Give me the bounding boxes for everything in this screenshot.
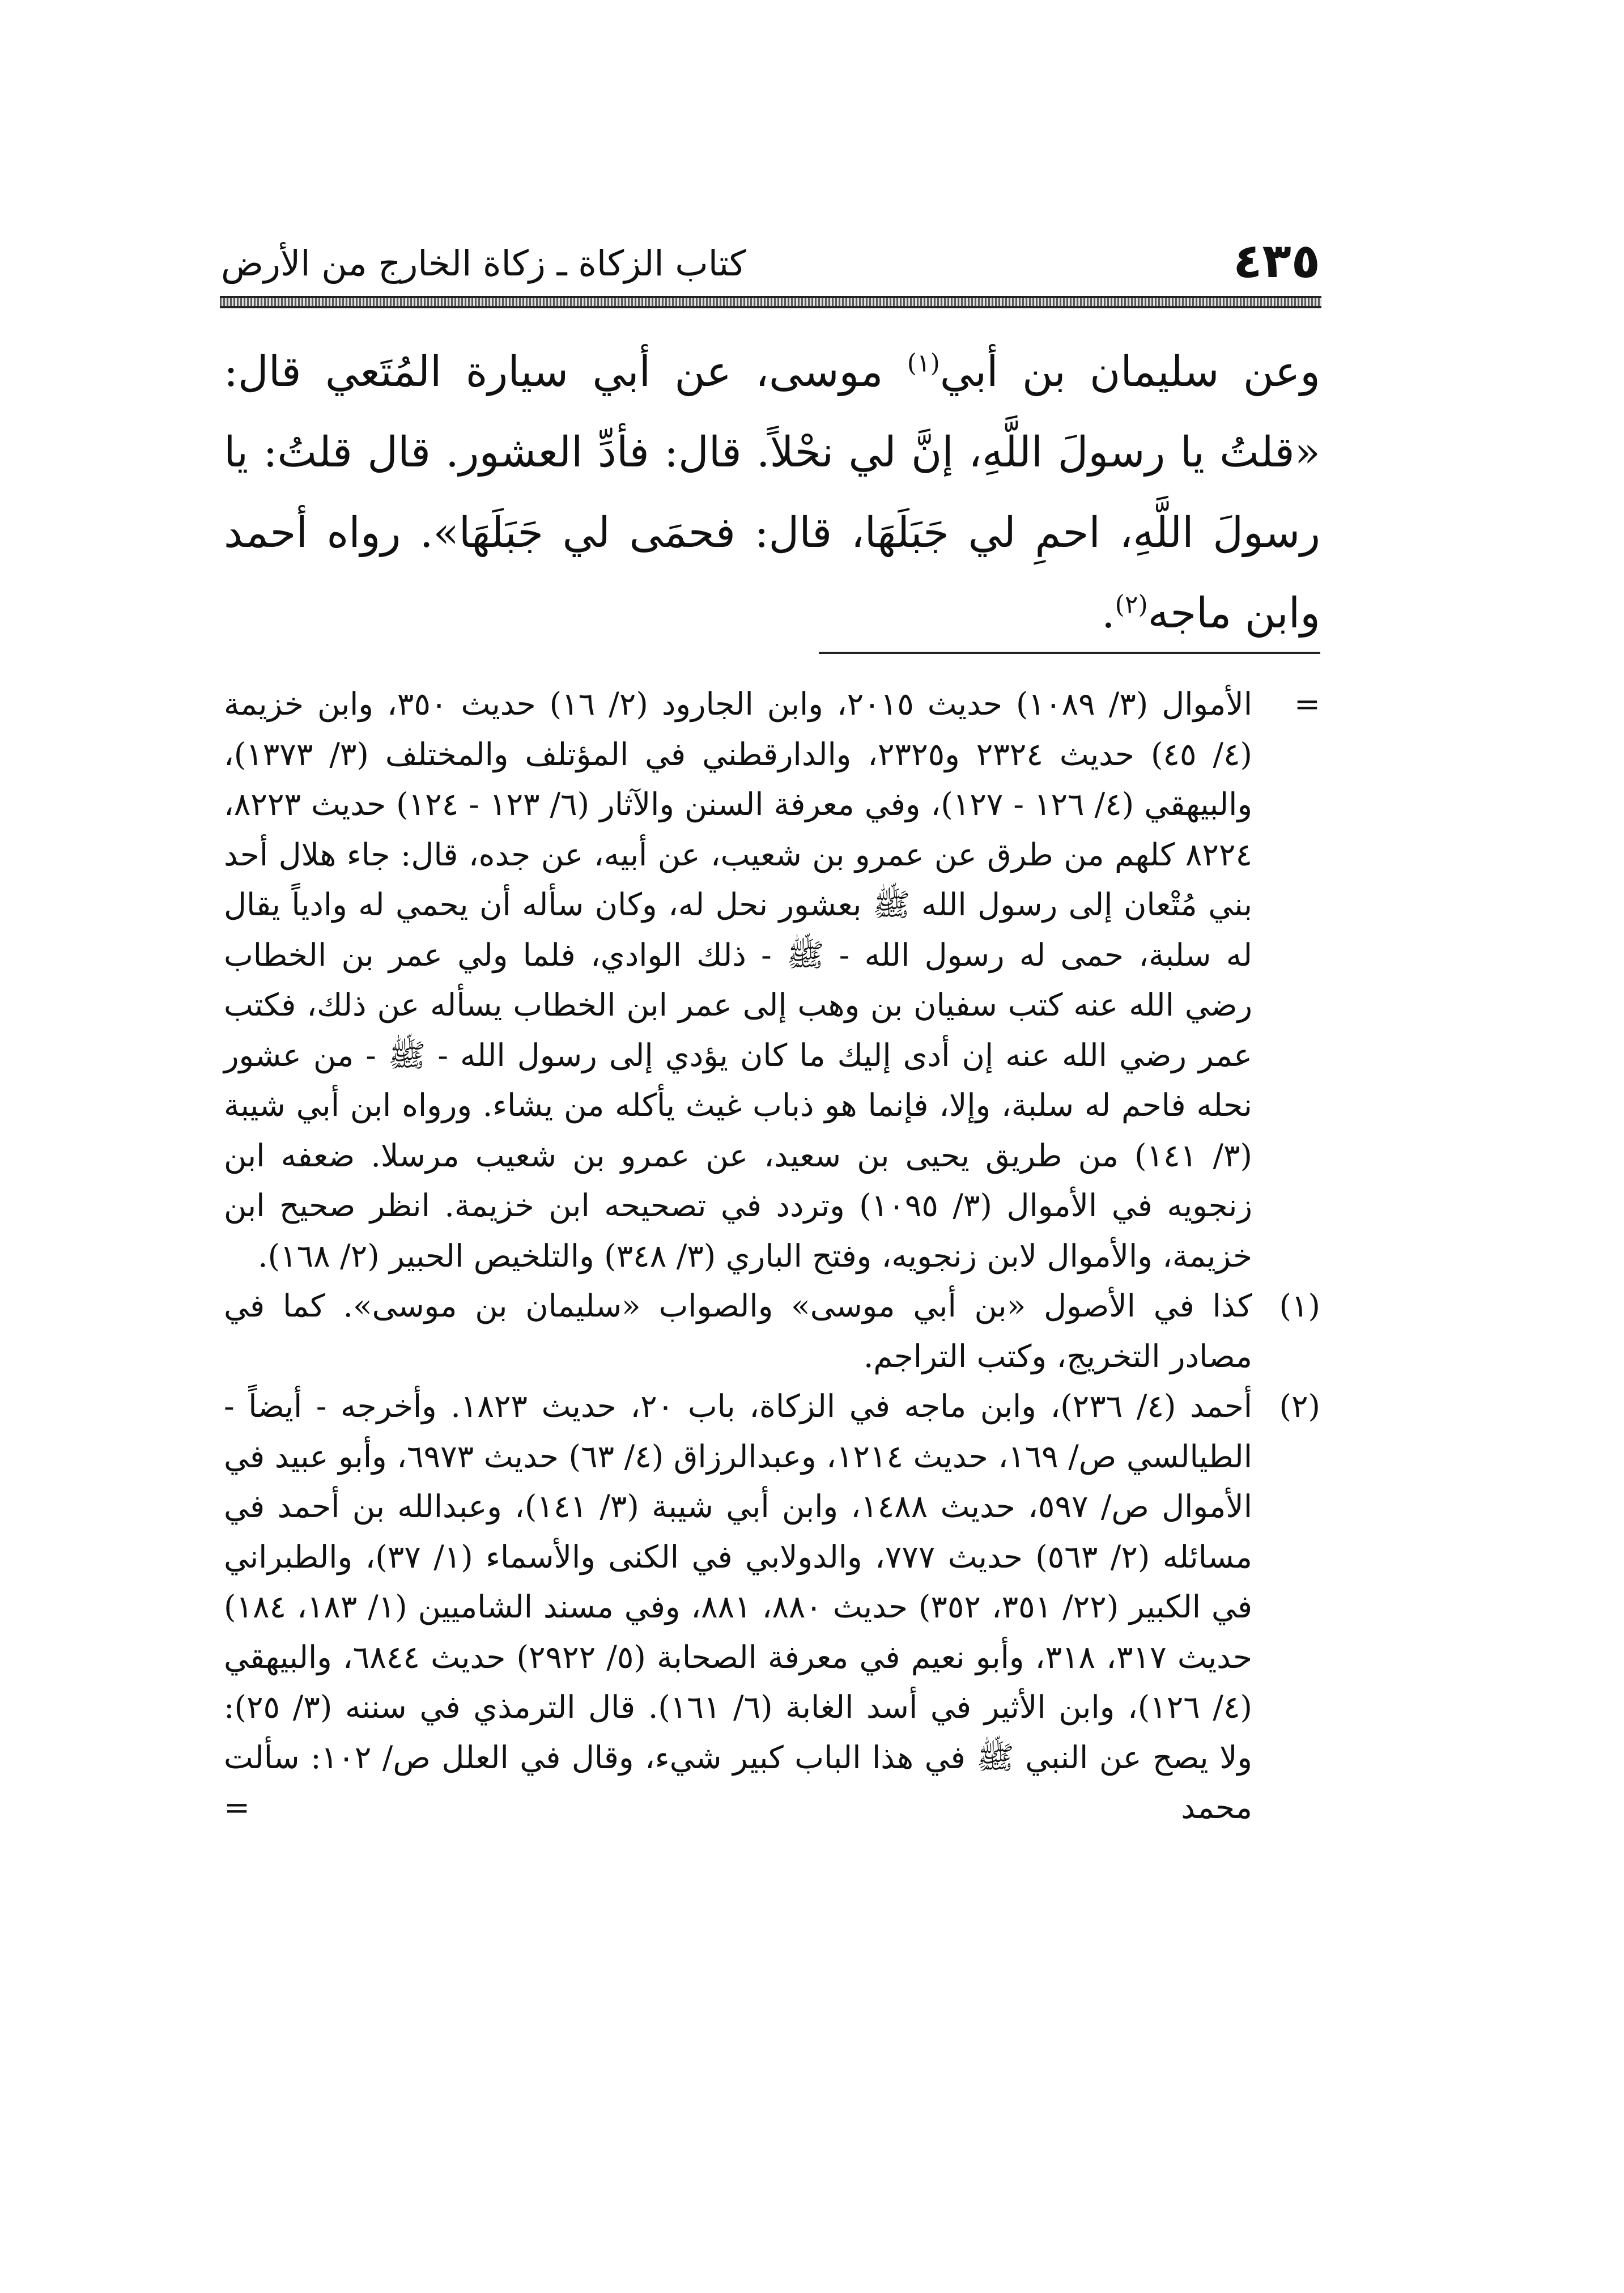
- footnote-2: [224, 1381, 1320, 1833]
- footnote-ref-2: (٢): [1115, 590, 1148, 619]
- footnote-text: أحمد (٤/ ٢٣٦)، وابن ماجه في الزكاة، باب ٢٠، حديث ١٨٢٣. وأخرجه - أيضاً - الطيالسي ص/ ١٦٩، حديث ١٢١٤، وعبدالرزاق (٤/ ٦٣) حديث ٦٩٧٣، وأبو عبيد في الأموال ص/ ٥٩٧، حديث ١٤٨٨، وابن أبي شيبة (٣/ ١٤١)، وعبدالله بن أحمد في مسائله (٢/ ٥٦٣) حديث ٧٧٧، والدولابي في الكنى والأسماء (١/ ٣٧)، والطبراني في الكبير (٢٢/ ٣٥١، ٣٥٢) حديث ٨٨٠، ٨٨١، وفي مسند الشاميين (١/ ١٨٣، ١٨٤) حديث ٣١٧، ٣١٨، وأبو نعيم في معرفة الصحابة (٥/ ٢٩٢٢) حديث ٦٨٤٤، والبيهقي (٤/ ١٢٦)، وابن الأثير في أسد الغابة (٦/ ١٦١). قال الترمذي في سننه (٣/ ٢٥): ولا يصح عن النبي ﷺ في هذا الباب كبير شيء، وقال في العلل ص/ ١٠٢: سألت محمد =: [224, 1388, 1253, 1825]
- main-text-paragraph: [224, 332, 1320, 653]
- main-text-part2: موسى، عن أبي سيارة المُتَعي قال: «قلتُ يا رسولَ اللَّهِ، إنَّ لي نحْلاً. قال: فأدِّ العشور. قال قلتُ: يا رسولَ اللَّهِ، احمِ لي جَبَلَهَا، قال: فحمَى لي جَبَلَهَا». رواه أحمد وابن ماجه: [224, 347, 1320, 638]
- running-title: كتاب الزكاة ـ زكاة الخارج من الأرض: [221, 243, 746, 284]
- main-text-end: .: [1102, 589, 1115, 638]
- footnote-marker: (٢): [1279, 1388, 1320, 1424]
- footnote-1: [224, 1281, 1320, 1381]
- footnote-ref-1: (١): [907, 349, 940, 378]
- main-text-part1: وعن سليمان بن أبي: [939, 347, 1320, 396]
- footnote-continuation: [224, 679, 1320, 1281]
- footnote-text: الأموال (٣/ ١٠٨٩) حديث ٢٠١٥، وابن الجارود (٢/ ١٦) حديث ٣٥٠، وابن خزيمة (٤/ ٤٥) حديث ٢٣٢٤ و٢٣٢٥، والدارقطني في المؤتلف والمختلف (٣/ ١٣٧٣)، والبيهقي (٤/ ١٢٦ - ١٢٧)، وفي معرفة السنن والآثار (٦/ ١٢٣ - ١٢٤) حديث ٨٢٢٣، ٨٢٢٤ كلهم من طرق عن عمرو بن شعيب، عن أبيه، عن جده، قال: جاء هلال أحد بني مُتْعان إلى رسول الله ﷺ بعشور نحل له، وكان سأله أن يحمي له وادياً يقال له سلبة، حمى له رسول الله - ﷺ - ذلك الوادي، فلما ولي عمر بن الخطاب رضي الله عنه كتب سفيان بن وهب إلى عمر ابن الخطاب يسأله عن ذلك، فكتب عمر رضي الله عنه إن أدى إليك ما كان يؤدي إلى رسول الله - ﷺ - من عشور نحله فاحم له سلبة، وإلا، فإنما هو ذباب غيث يأكله من يشاء. ورواه ابن أبي شيبة (٣/ ١٤١) من طريق يحيى بن سعيد، عن عمرو بن شعيب مرسلا. ضعفه ابن زنجويه في الأموال (٣/ ١٠٩٥) وتردد في تصحيحه ابن خزيمة. انظر صحيح ابن خزيمة، والأموال لابن زنجويه، وفتح الباري (٣/ ٣٤٨) والتلخيص الحبير (٢/ ١٦٨).: [224, 686, 1253, 1274]
- footnote-marker: (١): [1279, 1288, 1320, 1324]
- footnote-marker: =: [1294, 686, 1320, 722]
- page-header: [221, 230, 1320, 292]
- footnotes-section: [224, 679, 1320, 1833]
- footnote-separator: [819, 652, 1320, 654]
- page-number: ٤٣٥: [1233, 233, 1320, 288]
- footnote-text: كذا في الأصول «بن أبي موسى» والصواب «سليمان بن موسى». كما في مصادر التخريج، وكتب التراجم.: [224, 1288, 1252, 1374]
- header-rule: [220, 296, 1321, 308]
